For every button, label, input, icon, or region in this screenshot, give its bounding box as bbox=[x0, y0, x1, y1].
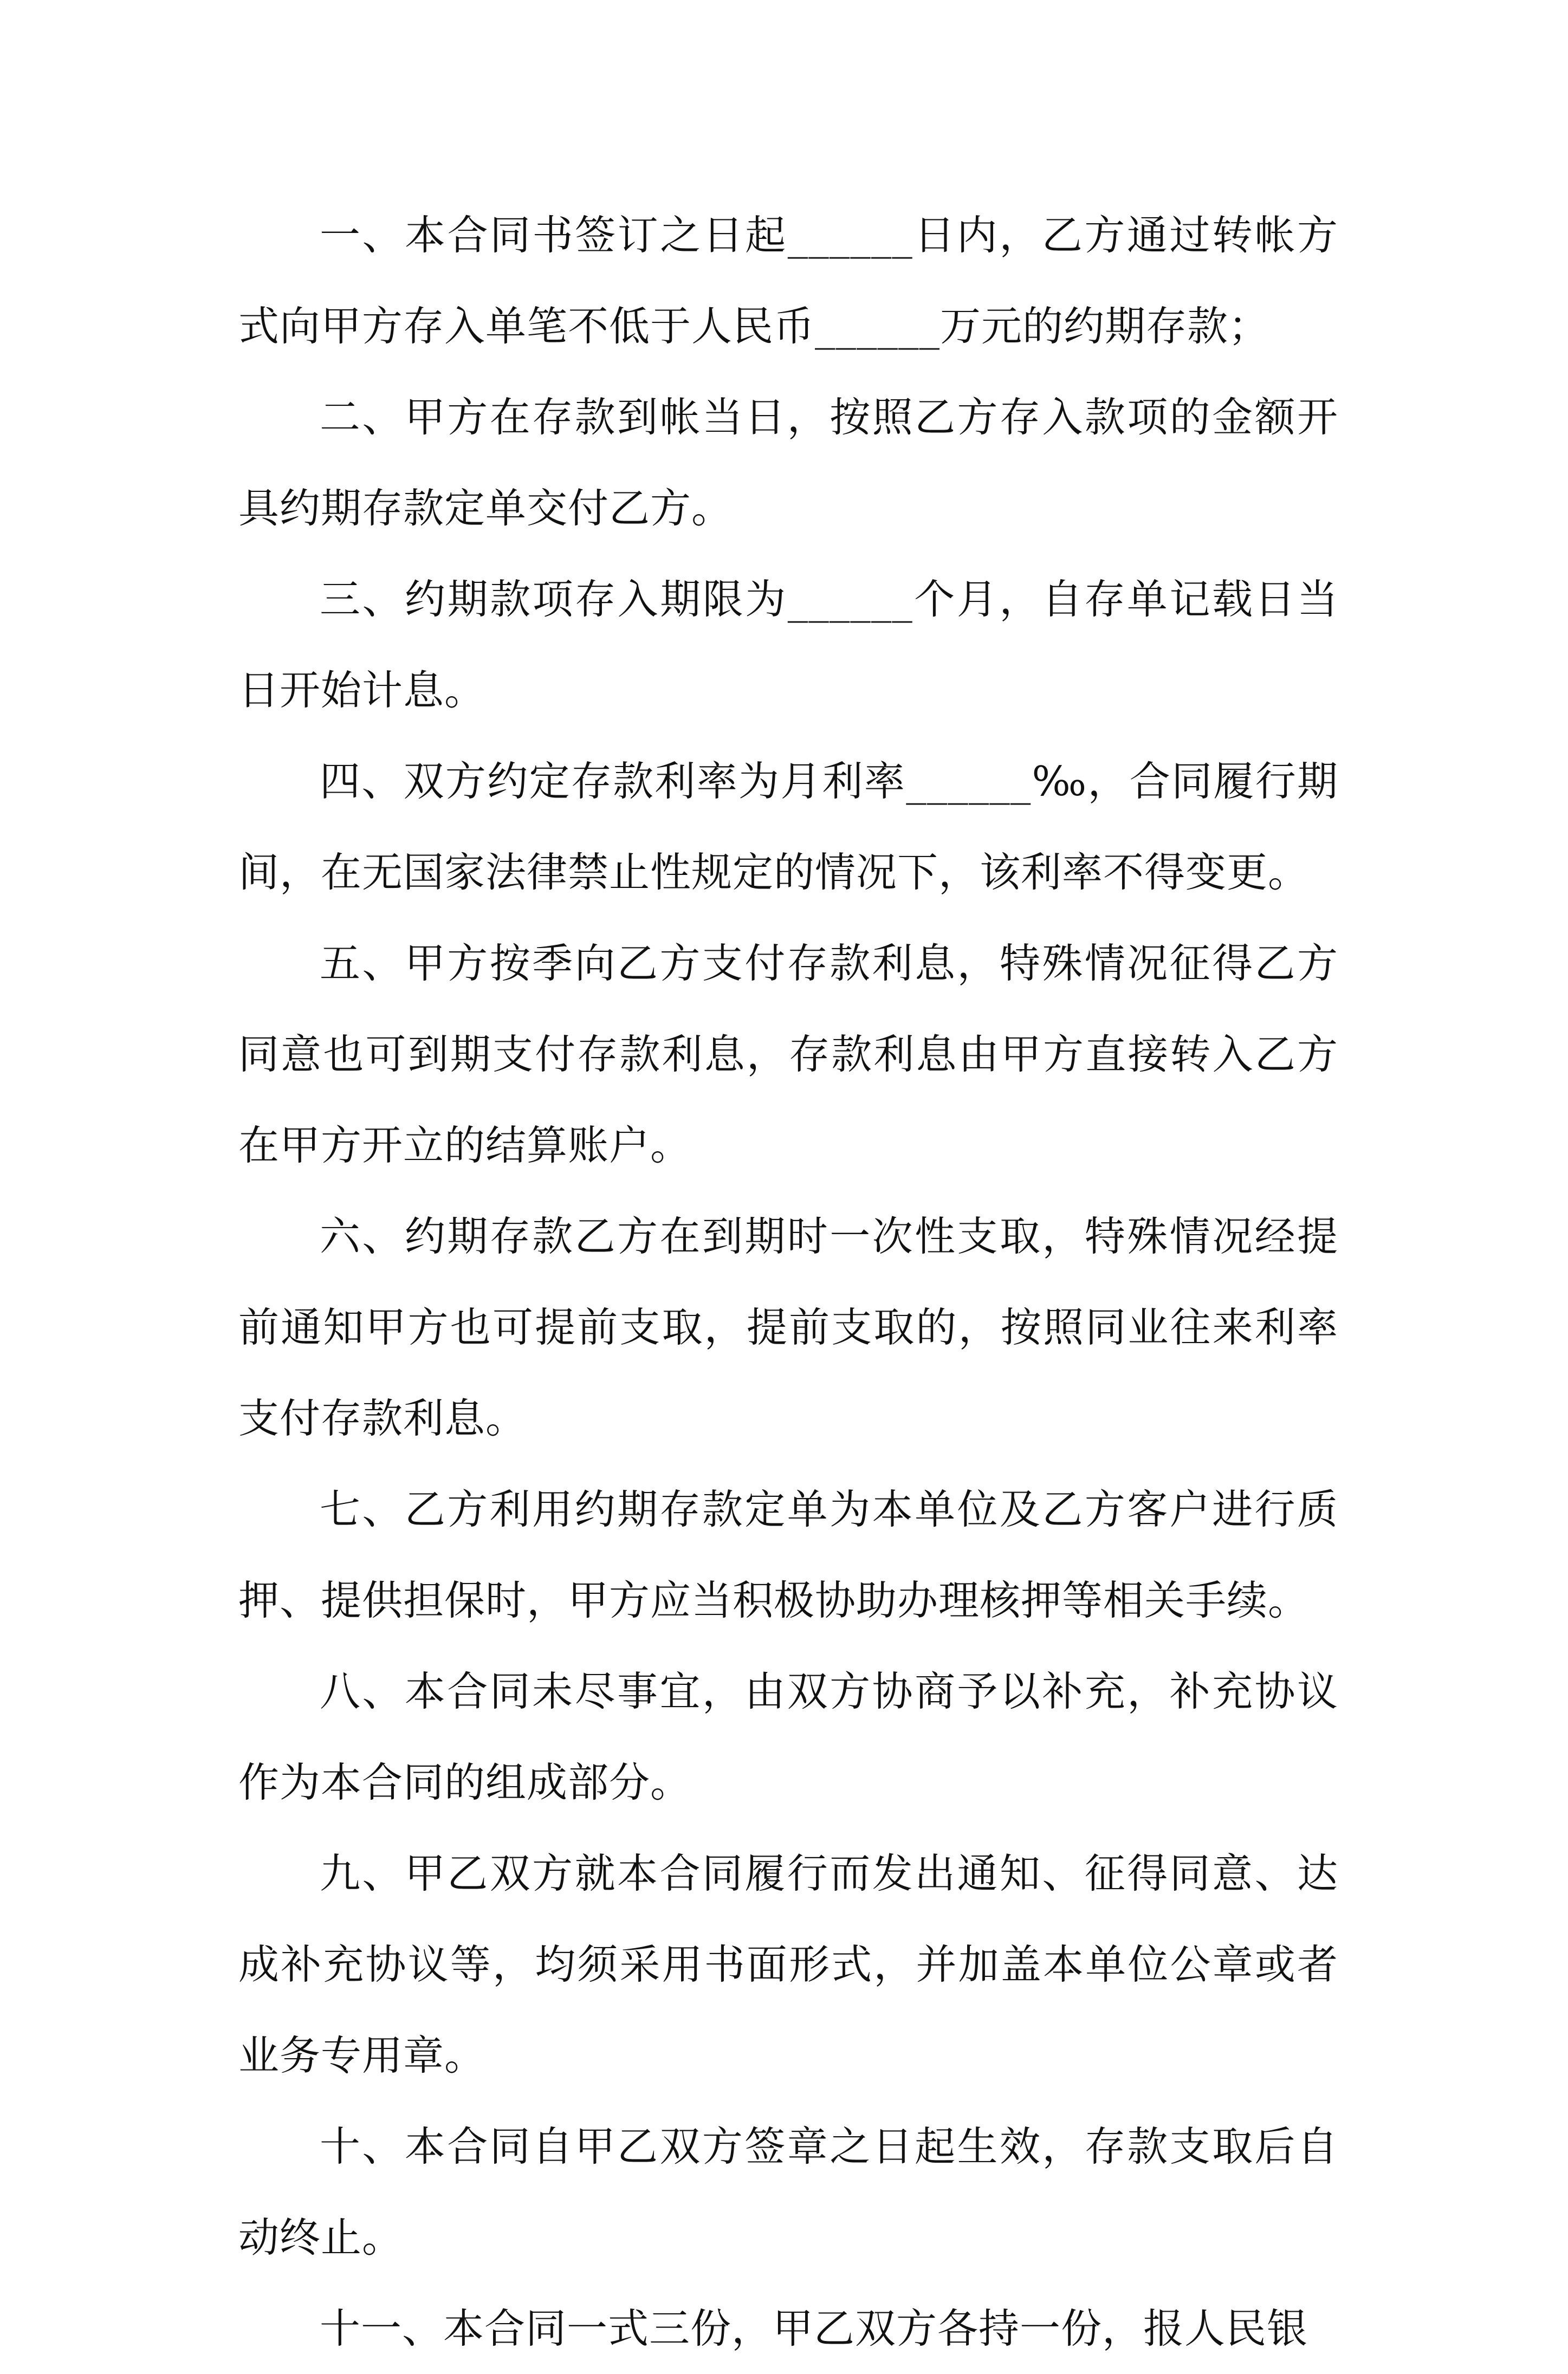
clause-3: 三、约期款项存入期限为______个月，自存单记载日当日开始计息。 bbox=[238, 575, 1338, 714]
contract-body bbox=[238, 190, 1338, 2374]
clause-4: 四、双方约定存款利率为月利率______‰，合同履行期间，在无国家法律禁止性规定的情况下，该利率不得变更。 bbox=[238, 757, 1338, 896]
clause-6: 六、约期存款乙方在到期时一次性支取，特殊情况经提前通知甲方也可提前支取，提前支取的，按照同业往来利率支付存款利息。 bbox=[238, 1212, 1338, 1442]
clause-10: 十、本合同自甲乙双方签章之日起生效，存款支取后自动终止。 bbox=[238, 2123, 1338, 2261]
clause-5: 五、甲方按季向乙方支付存款利息，特殊情况征得乙方同意也可到期支付存款利息，存款利息由甲方直接转入乙方在甲方开立的结算账户。 bbox=[238, 939, 1338, 1169]
clause-8: 八、本合同未尽事宜，由双方协商予以补充，补充协议作为本合同的组成部分。 bbox=[238, 1668, 1338, 1806]
clause-1: 一、本合同书签订之日起______日内，乙方通过转帐方式向甲方存入单笔不低于人民币______万元的约期存款； bbox=[238, 211, 1338, 350]
clause-11: 十一、本合同一式三份，甲乙双方各持一份，报人民银 bbox=[320, 2305, 1308, 2352]
clause-7: 七、乙方利用约期存款定单为本单位及乙方客户进行质押、提供担保时，甲方应当积极协助办理核押等相关手续。 bbox=[238, 1486, 1338, 1624]
clause-9: 九、甲乙双方就本合同履行而发出通知、征得同意、达成补充协议等，均须采用书面形式，并加盖本单位公章或者业务专用章。 bbox=[238, 1850, 1338, 2079]
clause-2: 二、甲方在存款到帐当日，按照乙方存入款项的金额开具约期存款定单交付乙方。 bbox=[238, 393, 1338, 532]
